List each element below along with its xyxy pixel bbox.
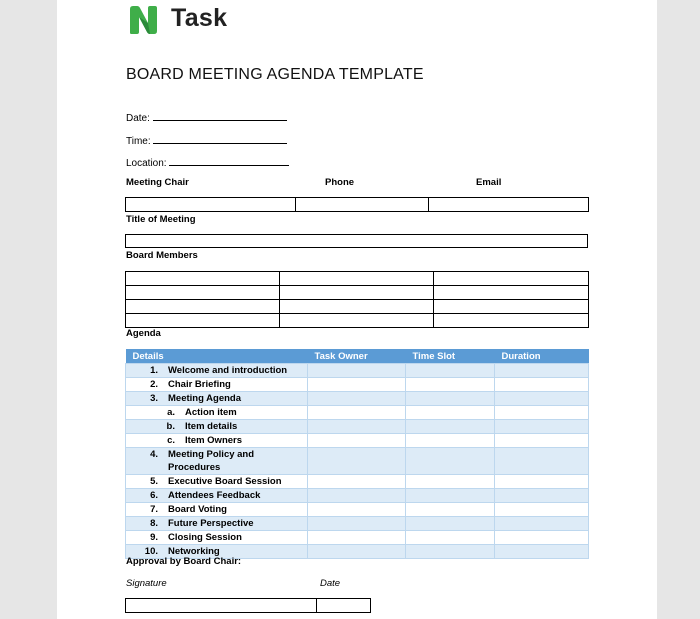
duration-cell[interactable] [495,378,589,392]
board-members-label: Board Members [126,250,198,261]
duration-cell[interactable] [495,489,589,503]
table-row [126,420,589,434]
table-row [126,517,589,531]
task-owner-cell[interactable] [308,406,406,420]
location-label: Location: [126,158,167,169]
task-owner-cell[interactable] [308,364,406,378]
table-row [126,286,589,300]
table-row [126,378,589,392]
member-cell[interactable] [280,300,434,314]
email-label: Email [476,177,502,188]
table-row [126,489,589,503]
task-owner-cell[interactable] [308,392,406,406]
table-row [126,198,589,212]
time-slot-cell[interactable] [406,406,495,420]
location-field[interactable] [126,155,289,169]
phone-label: Phone [325,177,355,188]
agenda-item: 8. Future Perspective [126,517,308,531]
table-row [126,272,589,286]
task-owner-cell[interactable] [308,420,406,434]
time-slot-cell[interactable] [406,364,495,378]
time-slot-cell[interactable] [406,378,495,392]
title-of-meeting-box[interactable] [125,234,588,248]
time-slot-cell[interactable] [406,475,495,489]
task-owner-cell[interactable] [308,378,406,392]
agenda-item: 9. Closing Session [126,531,308,545]
duration-cell[interactable] [495,406,589,420]
member-cell[interactable] [126,300,280,314]
document-title: BOARD MEETING AGENDA TEMPLATE [126,66,424,83]
member-cell[interactable] [434,300,589,314]
chair-cell[interactable] [126,198,296,212]
approval-date-cell[interactable] [317,599,371,613]
time-slot-cell[interactable] [406,420,495,434]
member-cell[interactable] [280,314,434,328]
duration-cell[interactable] [495,420,589,434]
task-owner-cell[interactable] [308,448,406,475]
signature-cell[interactable] [126,599,317,613]
member-cell[interactable] [280,272,434,286]
table-row [126,314,589,328]
time-slot-cell[interactable] [406,434,495,448]
date-label: Date: [126,113,150,124]
agenda-item: 4. Meeting Policy and Procedures [126,448,308,475]
table-row [126,364,589,378]
date-line[interactable] [153,110,287,121]
table-row [126,503,589,517]
task-owner-cell[interactable] [308,434,406,448]
task-owner-header: Task Owner [308,349,406,364]
time-slot-header: Time Slot [406,349,495,364]
duration-cell[interactable] [495,392,589,406]
brand-name: Task [171,4,228,32]
member-cell[interactable] [434,272,589,286]
time-label: Time: [126,136,151,147]
duration-cell[interactable] [495,434,589,448]
duration-cell[interactable] [495,364,589,378]
time-slot-cell[interactable] [406,545,495,559]
duration-cell[interactable] [495,503,589,517]
agenda-item: 2. Chair Briefing [126,378,308,392]
table-row [126,475,589,489]
agenda-item: 6. Attendees Feedback [126,489,308,503]
agenda-label: Agenda [126,328,161,339]
member-cell[interactable] [434,314,589,328]
time-slot-cell[interactable] [406,531,495,545]
time-slot-cell[interactable] [406,503,495,517]
approval-table [125,598,371,613]
agenda-item: 7. Board Voting [126,503,308,517]
agenda-subitem: a. Action item [126,406,308,420]
details-header: Details [126,349,308,364]
member-cell[interactable] [126,286,280,300]
duration-header: Duration [495,349,589,364]
task-owner-cell[interactable] [308,531,406,545]
time-slot-cell[interactable] [406,517,495,531]
member-cell[interactable] [434,286,589,300]
agenda-item: 10. Networking [126,545,308,559]
duration-cell[interactable] [495,517,589,531]
member-cell[interactable] [126,314,280,328]
member-cell[interactable] [126,272,280,286]
email-cell[interactable] [429,198,589,212]
document-page [57,0,657,619]
approval-label: Approval by Board Chair: [126,556,242,567]
board-members-table [125,271,589,328]
contact-table [125,197,589,212]
task-logo-icon [128,5,164,35]
task-owner-cell[interactable] [308,489,406,503]
duration-cell[interactable] [495,545,589,559]
time-slot-cell[interactable] [406,448,495,475]
table-row [126,531,589,545]
task-owner-cell[interactable] [308,517,406,531]
signature-label: Signature [126,578,167,589]
task-owner-cell[interactable] [308,475,406,489]
time-slot-cell[interactable] [406,392,495,406]
task-owner-cell[interactable] [308,503,406,517]
location-line[interactable] [169,155,289,166]
table-row [126,448,589,475]
duration-cell[interactable] [495,448,589,475]
table-row [126,392,589,406]
agenda-table [125,349,589,559]
phone-cell[interactable] [296,198,429,212]
table-row [126,406,589,420]
member-cell[interactable] [280,286,434,300]
time-line[interactable] [153,133,287,144]
time-slot-cell[interactable] [406,489,495,503]
date-field[interactable] [126,110,287,124]
duration-cell[interactable] [495,531,589,545]
time-field[interactable] [126,133,287,147]
date-label-approval: Date [320,578,341,589]
agenda-item: 1. Welcome and introduction [126,364,308,378]
agenda-header-row [126,349,589,364]
agenda-subitem: b. Item details [126,420,308,434]
duration-cell[interactable] [495,475,589,489]
table-row [126,300,589,314]
title-of-meeting-label: Title of Meeting [126,214,196,225]
agenda-subitem: c. Item Owners [126,434,308,448]
meeting-chair-label: Meeting Chair [126,177,189,188]
table-row [126,599,371,613]
agenda-item: 5. Executive Board Session [126,475,308,489]
table-row [126,434,589,448]
task-owner-cell[interactable] [308,545,406,559]
agenda-item: 3. Meeting Agenda [126,392,308,406]
